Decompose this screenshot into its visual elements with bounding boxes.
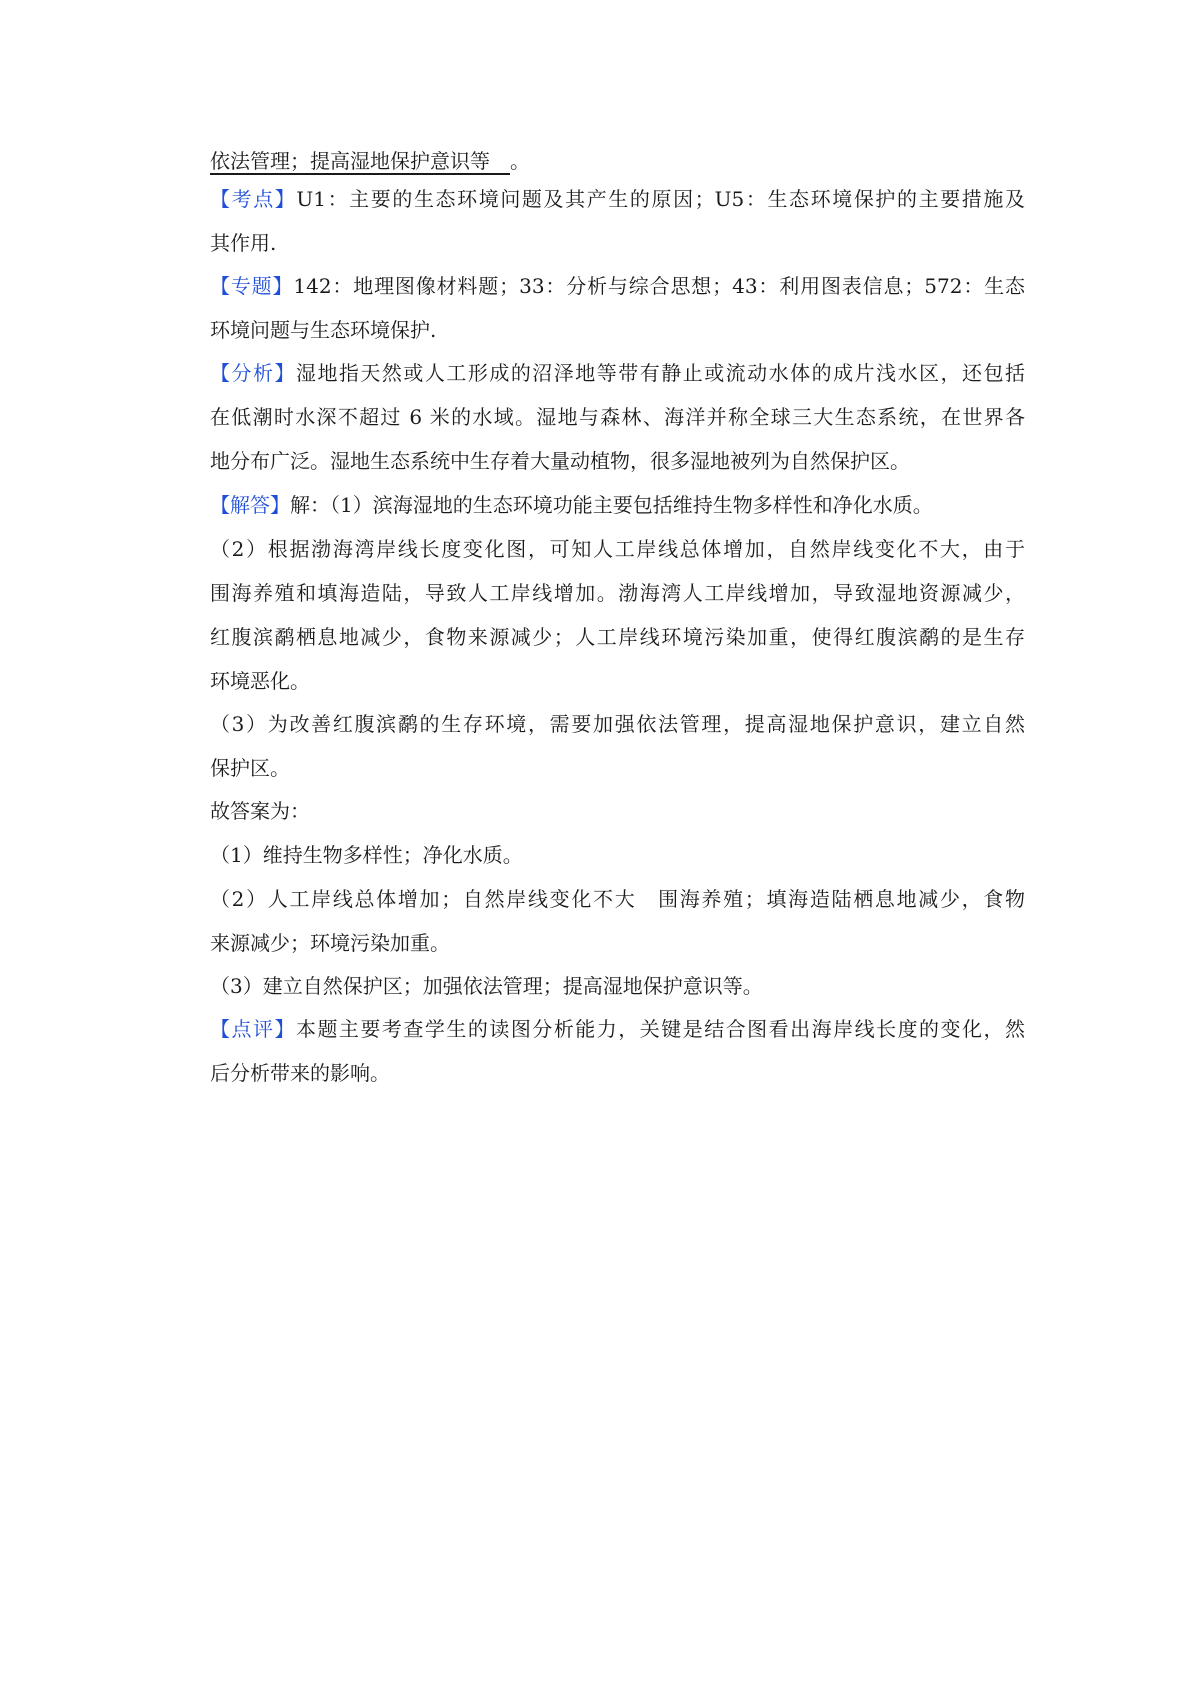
dianping-text-2: 后分析带来的影响。 [210, 1061, 390, 1085]
fenxi-text-2: 在低潮时水深不超过 6 米的水域。湿地与森林、海洋并称全球三大生态系统，在世界各 [210, 405, 1025, 429]
fenxi-line-2 [210, 402, 1025, 432]
jieda-p2-text-1: （2）根据渤海湾岸线长度变化图，可知人工岸线总体增加，自然岸线变化不大，由于 [210, 537, 1025, 561]
jieda-p3-line-1 [210, 709, 1025, 739]
kaodian-text-1: U1：主要的生态环境问题及其产生的原因；U5：生态环境保护的主要措施及 [296, 187, 1025, 211]
jieda-p2-text-2: 围海养殖和填海造陆，导致人工岸线增加。渤海湾人工岸线增加，导致湿地资源减少， [210, 581, 1025, 605]
answer-2-line-1 [210, 884, 1025, 914]
answer-3-line [210, 971, 1025, 1001]
kaodian-text-2: 其作用. [210, 231, 277, 255]
jieda-p2-line-4 [210, 666, 1025, 696]
jieda-p3-text-2: 保护区。 [210, 756, 290, 780]
answer-3: （3）建立自然保护区；加强依法管理；提高湿地保护意识等。 [210, 974, 763, 998]
dianping-label: 【点评】 [210, 1017, 296, 1041]
dianping-text-1: 本题主要考查学生的读图分析能力，关键是结合图看出海岸线长度的变化，然 [295, 1017, 1025, 1041]
jieda-line-1 [210, 490, 1025, 520]
kaodian-label: 【考点】 [210, 187, 297, 211]
jieda-p2-text-4: 环境恶化。 [210, 669, 310, 693]
jieda-p2-line-3 [210, 622, 1025, 652]
answer-2-text-2: 来源减少；环境污染加重。 [210, 931, 450, 955]
jieda-p2-text-3: 红腹滨鹬栖息地减少，食物来源减少；人工岸线环境污染加重，使得红腹滨鹬的是生存 [210, 625, 1025, 649]
jieda-p3-text-1: （3）为改善红腹滨鹬的生存环境，需要加强依法管理，提高湿地保护意识，建立自然 [210, 712, 1025, 736]
dianping-line-2 [210, 1058, 1025, 1088]
jieda-label: 【解答】 [210, 493, 290, 517]
zhuanti-text-2: 环境问题与生态环境保护. [210, 318, 437, 342]
jieda-text-1: 解：（1）滨海湿地的生态环境功能主要包括维持生物多样性和净化水质。 [290, 493, 933, 517]
fenxi-line-3 [210, 446, 1025, 476]
previous-answer-tail: 。 [510, 149, 530, 173]
zhuanti-label: 【专题】 [210, 274, 294, 298]
fenxi-text-1: 湿地指天然或人工形成的沼泽地等带有静止或流动水体的成片浅水区，还包括 [295, 361, 1025, 385]
answer-2-text-1: （2）人工岸线总体增加；自然岸线变化不大 围海养殖；填海造陆栖息地减少，食物 [210, 887, 1025, 911]
kaodian-line-2 [210, 228, 1025, 258]
answer-1: （1）维持生物多样性；净化水质。 [210, 843, 523, 867]
previous-answer-underlined: 依法管理；提高湿地保护意识等 [210, 149, 510, 173]
previous-answer-line [210, 146, 1025, 176]
zhuanti-text-1: 142：地理图像材料题；33：分析与综合思想；43：利用图表信息；572：生态 [293, 274, 1025, 298]
jieda-p2-line-1 [210, 534, 1025, 564]
fenxi-text-3: 地分布广泛。湿地生态系统中生存着大量动植物，很多湿地被列为自然保护区。 [210, 449, 910, 473]
answer-intro: 故答案为： [210, 799, 310, 823]
dianping-line-1 [210, 1014, 1025, 1044]
kaodian-line-1 [210, 184, 1025, 214]
jieda-p3-line-2 [210, 753, 1025, 783]
answer-intro-line [210, 796, 1025, 826]
zhuanti-line-2 [210, 315, 1025, 345]
zhuanti-line-1 [210, 271, 1025, 301]
fenxi-line-1 [210, 358, 1025, 388]
answer-1-line [210, 840, 1025, 870]
fenxi-label: 【分析】 [210, 361, 296, 385]
answer-2-line-2 [210, 928, 1025, 958]
jieda-p2-line-2 [210, 578, 1025, 608]
